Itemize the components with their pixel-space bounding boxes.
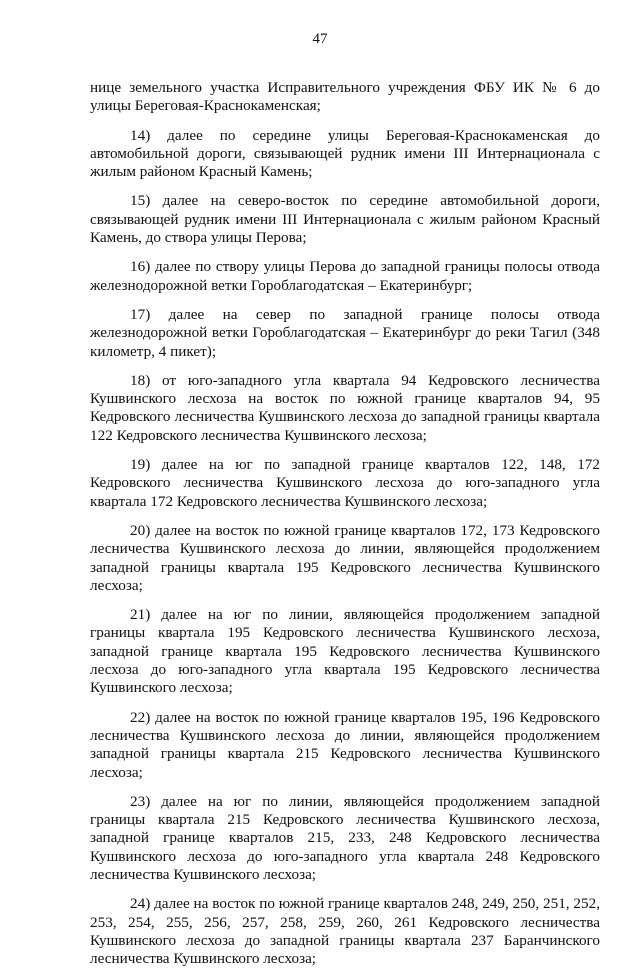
paragraph-continuation: нице земельного участка Исправительного учреждения ФБУ ИК № 6 до улицы Береговая-Краснокаменская; bbox=[90, 79, 600, 115]
paragraph-item-19: 19) далее на юг по западной границе кварталов 122, 148, 172 Кедровского лесничества Кушвинского лесхоза до юго-западного угла квартала 172 Кедровского лесничества Кушвинского лесхоза; bbox=[90, 456, 600, 510]
paragraph-item-21: 21) далее на юг по линии, являющейся продолжением западной границы квартала 195 Кедровского лесничества Кушвинского лесхоза, западной границе квартала 195 Кедровского лесничества Кушвинского лесхоза до юго-западного угла квартала 195 Кедровского лесничества Кушвинского лесхоза; bbox=[90, 606, 600, 697]
paragraph-item-16: 16) далее по створу улицы Перова до западной границы полосы отвода железнодорожной ветки Гороблагодатская – Екатеринбург; bbox=[90, 258, 600, 294]
paragraph-item-14: 14) далее по середине улицы Береговая-Краснокаменская до автомобильной дороги, связывающей рудник имени III Интернационала с жилым районом Красный Камень; bbox=[90, 126, 600, 181]
paragraph-item-17: 17) далее на север по западной границе полосы отвода железнодорожной ветки Гороблагодатская – Екатеринбург до реки Тагил (348 километр, 4 пикет); bbox=[90, 305, 600, 360]
page-number: 47 bbox=[312, 31, 328, 47]
paragraph-item-18: 18) от юго-западного угла квартала 94 Кедровского лесничества Кушвинского лесхоза на восток по южной границе кварталов 94, 95 Кедровского лесничества Кушвинского лесхоза до западной границы квартала 122 Кедровского лесничества Кушвинского лесхоза; bbox=[90, 371, 600, 444]
paragraph-item-23: 23) далее на юг по линии, являющейся продолжением западной границы квартала 215 Кедровского лесничества Кушвинского лесхоза, западной границе кварталов 215, 233, 248 Кедровского лесничества Кушвинского лесхоза до юго-западного угла квартала 248 Кедровского лесничества Кушвинского лесхоза; bbox=[90, 792, 600, 883]
paragraph-item-22: 22) далее на восток по южной границе кварталов 195, 196 Кедровского лесничества Кушвинского лесхоза до линии, являющейся продолжением западной границы квартала 215 Кедровского лесничества Кушвинского лесхоза; bbox=[90, 708, 600, 781]
paragraph-item-15: 15) далее на северо-восток по середине автомобильной дороги, связывающей рудник имени III Интернационала с жилым районом Красный Камень, до створа улицы Перова; bbox=[90, 192, 600, 247]
document-body bbox=[90, 79, 600, 979]
paragraph-item-20: 20) далее на восток по южной границе кварталов 172, 173 Кедровского лесничества Кушвинского лесхоза до линии, являющейся продолжением западной границы квартала 195 Кедровского лесничества Кушвинского лесхоза; bbox=[90, 521, 600, 594]
paragraph-item-24: 24) далее на восток по южной границе кварталов 248, 249, 250, 251, 252, 253, 254, 255, 256, 257, 258, 259, 260, 261 Кедровского лесничества Кушвинского лесхоза до западной границы квартала 237 Баранчинского лесничества Кушвинского лесхоза; bbox=[90, 895, 600, 968]
